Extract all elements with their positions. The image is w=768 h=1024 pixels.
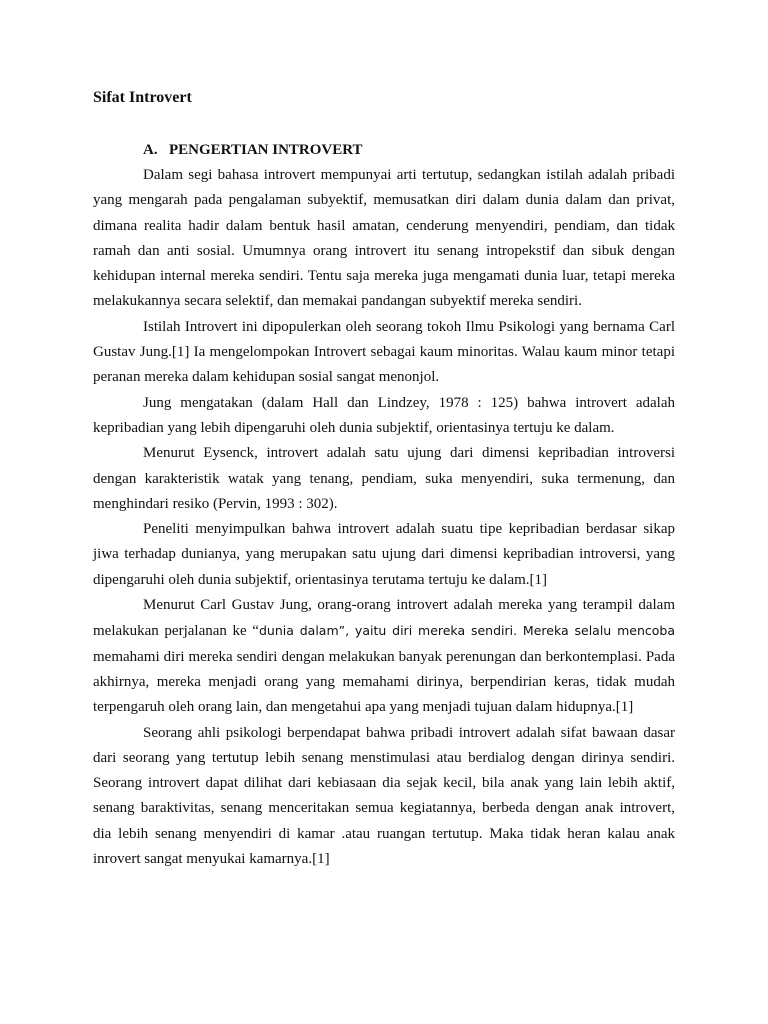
document-title: Sifat Introvert bbox=[93, 89, 192, 106]
paragraph-eysenck: Menurut Eysenck, introvert adalah satu ujung dari dimensi kepribadian introversi dengan karakteristik watak yang tenang, pendiam, suka menyendiri, suka termenung, dan menghindari resiko (Pervin, 1993 : 302). bbox=[93, 445, 675, 512]
paragraph-jung-part1: Menurut Carl Gustav Jung, orang-orang introvert adalah mereka yang terampil dalam melakukan perjalanan ke “ bbox=[93, 597, 675, 640]
paragraph-jung-quote: Jung mengatakan (dalam Hall dan Lindzey, 1978 : 125) bahwa introvert adalah kepribadian yang lebih dipengaruhi oleh dunia subjektif, orientasinya tertuju ke dalam. bbox=[93, 394, 675, 436]
document-body bbox=[93, 163, 675, 872]
paragraph-conclusion: Peneliti menyimpulkan bahwa introvert adalah suatu tipe kepribadian berdasar sikap jiwa terhadap dunianya, yang merupakan satu ujung dari dimensi kepribadian introversi, yang dipengaruhi oleh dunia subjektif, orientasinya terutama tertuju ke dalam.[1] bbox=[93, 521, 675, 588]
paragraph-jung-part3: memahami diri mereka sendiri dengan melakukan banyak perenungan dan berkontemplasi. Pada akhirnya, mereka menjadi orang yang memahami dirinya, berpendirian keras, tidak mudah terpengaruh oleh orang lain, dan mengetahui apa yang menjadi tujuan dalam hidupnya.[1] bbox=[93, 648, 675, 716]
paragraph-jung-part2: dunia dalam”, yaitu diri mereka sendiri. Mereka selalu mencoba bbox=[258, 623, 675, 639]
section-number: A. bbox=[143, 142, 158, 158]
paragraph-psychologist: Seorang ahli psikologi berpendapat bahwa pribadi introvert adalah sifat bawaan dasar dari seorang yang tertutup lebih senang menstimulasi atau berdialog dengan dirinya sendiri. Seorang introvert dapat dilihat dari kebiasaan dia sejak kecil, bila anak yang lain lebih aktif, senang baraktivitas, senang menceritakan semua kegiatannya, berbeda dengan anak introvert, dia lebih senang menyendiri di kamar .atau ruangan tertutup. Maka tidak heran kalau anak inrovert sangat menyukai kamarnya.[1] bbox=[93, 724, 675, 868]
section-heading bbox=[143, 140, 363, 160]
paragraph-definition: Dalam segi bahasa introvert mempunyai arti tertutup, sedangkan istilah adalah pribadi yang mengarah pada pengalaman subyektif, memusatkan diri dalam dunia dalam dan privat, dimana realita hadir dalam bentuk hasil amatan, cenderung menyendiri, pendiam, dan tidak ramah dan anti sosial. Umumnya orang introvert itu senang intropekstif dan sibuk dengan kehidupan internal mereka sendiri. Tentu saja mereka juga mengamati dunia luar, tetapi mereka melakukannya secara selektif, dan memakai pandangan subyektif mereka sendiri. bbox=[93, 167, 675, 310]
paragraph-jung-perspective bbox=[93, 593, 675, 720]
paragraph-jung-term: Istilah Introvert ini dipopulerkan oleh seorang tokoh Ilmu Psikologi yang bernama Carl Gustav Jung.[1] Ia mengelompokan Introvert sebagai kaum minoritas. Walau kaum minor tetapi peranan mereka dalam kehidupan sosial sangat menonjol. bbox=[93, 318, 675, 386]
section-title: PENGERTIAN INTROVERT bbox=[169, 142, 363, 158]
